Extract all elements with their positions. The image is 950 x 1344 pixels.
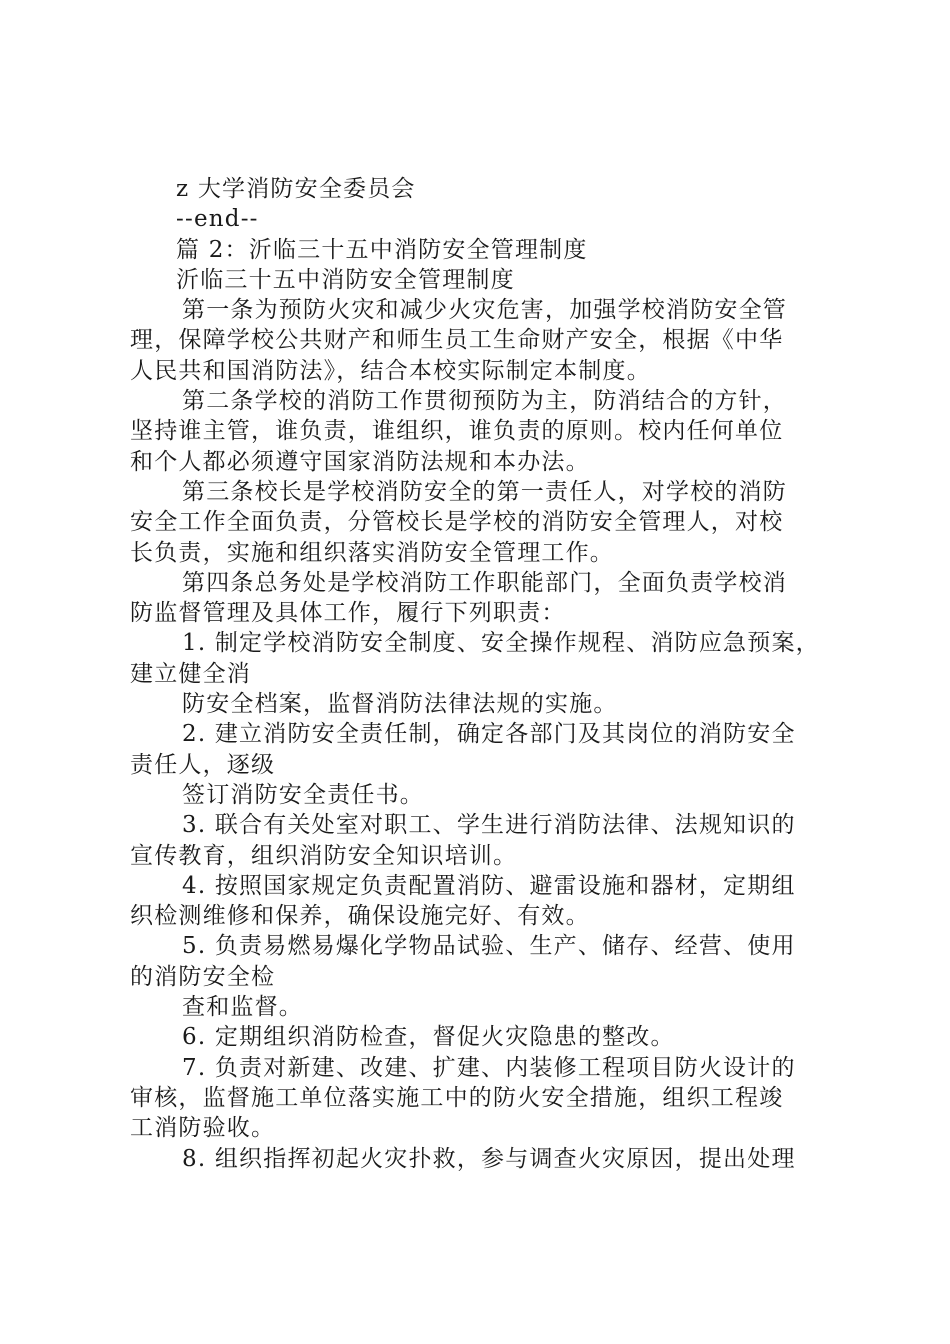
document-line: 防安全档案，监督消防法律法规的实施。	[182, 691, 618, 718]
document-line: --end--	[176, 206, 259, 233]
document-line: z 大学消防安全委员会	[176, 176, 416, 202]
document-line: 和个人都必须遵守国家消防法规和本办法。	[130, 448, 590, 475]
document-line: 宣传教育，组织消防安全知识培训。	[130, 842, 518, 869]
document-line: 的消防安全检	[130, 963, 276, 990]
document-line: 查和监督。	[182, 994, 303, 1021]
document-line: 安全工作全面负责，分管校长是学校的消防安全管理人，对校	[130, 509, 784, 536]
document-line: 沂临三十五中消防安全管理制度	[176, 266, 515, 293]
document-line: 7. 负责对新建、改建、扩建、内装修工程项目防火设计的	[182, 1054, 796, 1081]
document-line: 坚持谁主管，谁负责，谁组织，谁负责的原则。校内任何单位	[130, 418, 784, 445]
document-line: 第四条总务处是学校消防工作职能部门，全面负责学校消	[182, 569, 787, 596]
document-line: 第三条校长是学校消防安全的第一责任人，对学校的消防	[182, 478, 787, 505]
document-line: 人民共和国消防法》，结合本校实际制定本制度。	[130, 357, 651, 384]
document-line: 审核，监督施工单位落实施工中的防火安全措施，组织工程竣	[130, 1084, 784, 1111]
document-line: 签订消防安全责任书。	[182, 781, 424, 808]
document-line: 8. 组织指挥初起火灾扑救，参与调查火灾原因，提出处理	[182, 1145, 796, 1172]
document-line: 6. 定期组织消防检查，督促火灾隐患的整改。	[182, 1024, 675, 1051]
document-line: 织检测维修和保养，确保设施完好、有效。	[130, 903, 590, 930]
document-line: 工消防验收。	[130, 1115, 276, 1142]
document-line: 责任人，逐级	[130, 751, 276, 778]
document-body	[130, 174, 842, 1174]
document-line: 1. 制定学校消防安全制度、安全操作规程、消防应急预案，	[182, 630, 820, 657]
document-line: 3. 联合有关处室对职工、学生进行消防法律、法规知识的	[182, 812, 796, 839]
document-line: 长负责，实施和组织落实消防安全管理工作。	[130, 539, 614, 566]
document-line: 篇 2：沂临三十五中消防安全管理制度	[176, 236, 588, 263]
document-line: 4. 按照国家规定负责配置消防、避雷设施和器材，定期组	[182, 872, 796, 899]
document-line: 理，保障学校公共财产和师生员工生命财产安全，根据《中华	[130, 327, 784, 354]
document-line: 防监督管理及具体工作，履行下列职责：	[130, 600, 566, 627]
document-line: 第一条为预防火灾和减少火灾危害，加强学校消防安全管	[182, 297, 787, 324]
document-line: 2. 建立消防安全责任制，确定各部门及其岗位的消防安全	[182, 721, 796, 748]
document-line: 第二条学校的消防工作贯彻预防为主，防消结合的方针，	[182, 388, 787, 415]
document-line: 建立健全消	[130, 660, 251, 687]
document-line: 5. 负责易燃易爆化学物品试验、生产、储存、经营、使用	[182, 933, 796, 960]
